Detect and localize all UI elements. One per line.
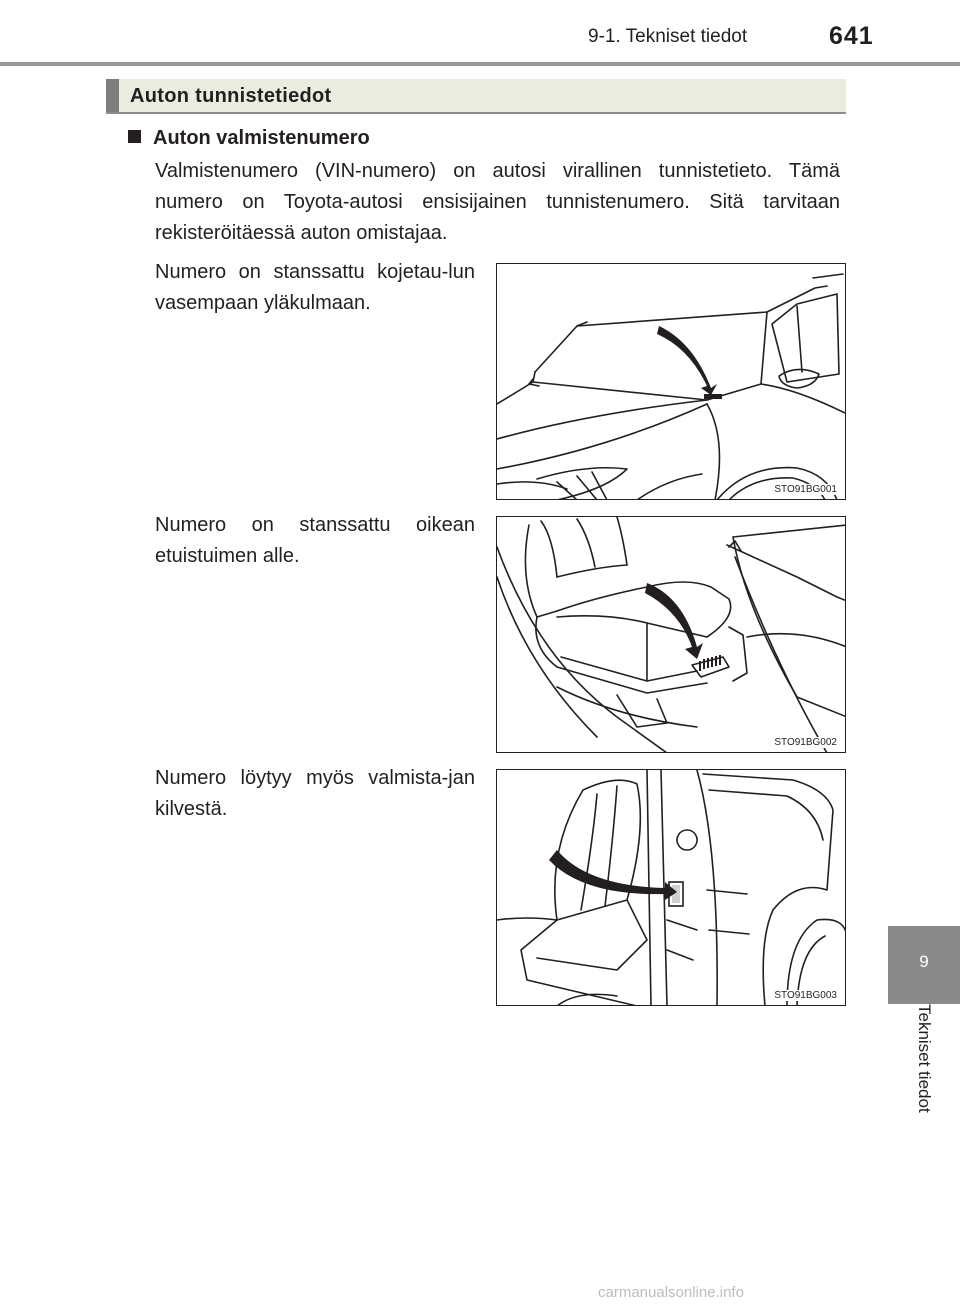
item-1-text: Numero on stanssattu kojetau-lun vasempaan yläkulmaan. [155, 261, 475, 314]
figure-dashboard [496, 263, 846, 500]
chapter-label [888, 1004, 960, 1154]
page-number: 641 [829, 22, 874, 50]
figure-code: STO91BG002 [774, 737, 837, 748]
intro-paragraph: Valmistenumero (VIN-numero) on autosi virallinen tunnistetieto. Tämä numero on Toyota-autosi ensisijainen tunnistenumero. Sitä tarvitaan rekisteröitäessä auton omistajaa. [155, 160, 840, 244]
front-seat-illustration [497, 517, 846, 753]
item-3-text: Numero löytyy myös valmista-jan kilvestä. [155, 767, 475, 820]
header-rule [0, 62, 960, 66]
door-pillar-illustration [497, 770, 846, 1006]
dashboard-illustration [497, 264, 846, 500]
header-section-title: 9-1. Tekniset tiedot [588, 26, 748, 47]
subsection-heading [128, 127, 370, 150]
section-title: Auton tunnistetiedot [130, 85, 332, 107]
watermark: carmanualsonline.info [598, 1284, 744, 1301]
item-2-text: Numero on stanssattu oikean etuistuimen alle. [155, 514, 475, 567]
chapter-tab [888, 926, 960, 1004]
figure-code: STO91BG001 [774, 484, 837, 495]
chapter-number: 9 [919, 952, 929, 971]
section-heading-bar [106, 79, 846, 114]
figure-code: STO91BG003 [774, 990, 837, 1001]
chapter-label-text: Tekniset tiedot [915, 1004, 934, 1113]
subsection-title: Auton valmistenumero [153, 127, 370, 149]
section-marker [106, 79, 119, 112]
figure-front-seat [496, 516, 846, 753]
figure-door-pillar [496, 769, 846, 1006]
square-bullet-icon [128, 130, 141, 143]
